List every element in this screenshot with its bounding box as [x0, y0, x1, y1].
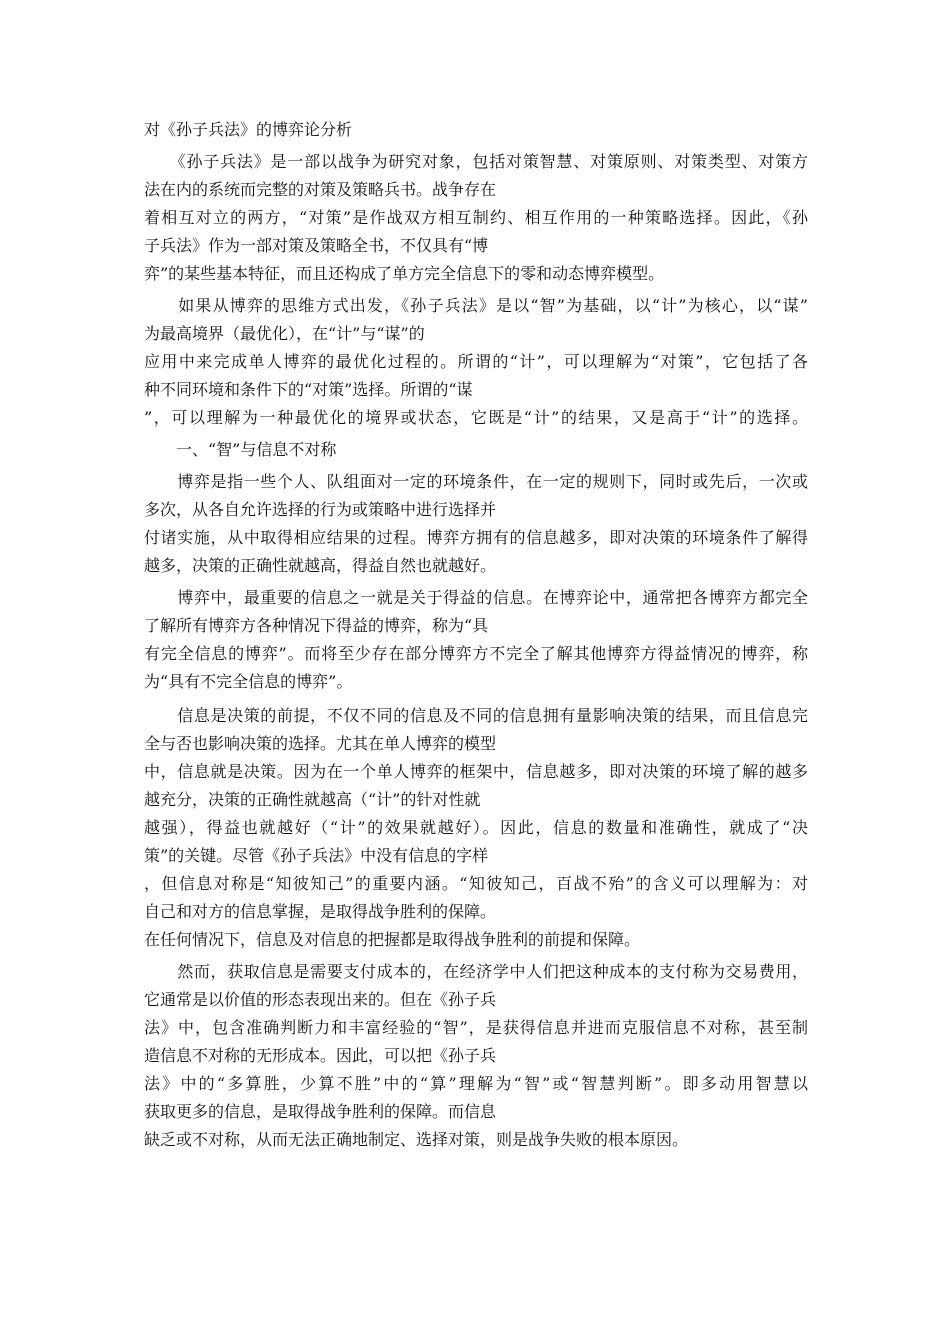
body-line: ”，可以理解为一种最优化的境界或状态，它既是“计”的结果，又是高于“计”的选择。 [144, 408, 808, 427]
body-line: 了解所有博弈方各种情况下得益的博弈，称为“具 [144, 616, 489, 635]
body-line: 法》中的“多算胜，少算不胜”中的“算”理解为“智”或“智慧判断”。即多动用智慧以 [144, 1074, 808, 1093]
body-line: 博弈中，最重要的信息之一就是关于得益的信息。在博弈论中，通常把各博弈方都完全 [144, 588, 808, 607]
body-line: 越多，决策的正确性就越高，得益自然也就越好。 [144, 556, 497, 575]
body-line: 它通常是以价值的形态表现出来的。但在《孙子兵 [144, 990, 497, 1009]
body-line: 博弈是指一些个人、队组面对一定的环境条件，在一定的规则下，同时或先后，一次或 [144, 472, 808, 491]
body-line: 着相互对立的两方，“对策”是作战双方相互制约、相互作用的一种策略选择。因此，《孙 [144, 208, 808, 227]
body-line: 中，信息就是决策。因为在一个单人博弈的框架中，信息越多，即对决策的环境了解的越多 [144, 762, 808, 781]
body-line: 多次，从各自允许选择的行为或策略中进行选择并 [144, 500, 497, 519]
body-line: 全与否也影响决策的选择。尤其在单人博弈的模型 [144, 734, 497, 753]
body-line: 《孙子兵法》是一部以战争为研究对象，包括对策智慧、对策原则、对策类型、对策方 [144, 152, 808, 171]
body-line: 然而，获取信息是需要支付成本的，在经济学中人们把这种成本的支付称为交易费用， [144, 962, 808, 981]
body-line: 种不同环境和条件下的“对策”选择。所谓的“谋 [144, 380, 473, 399]
body-line: 获取更多的信息，是取得战争胜利的保障。而信息 [144, 1102, 497, 1121]
document-title: 对《孙子兵法》的博弈论分析 [144, 120, 353, 139]
body-line: 策”的关键。尽管《孙子兵法》中没有信息的字样 [144, 846, 489, 865]
body-line: 应用中来完成单人博弈的最优化过程的。所谓的“计”，可以理解为“对策”，它包括了各 [144, 352, 808, 371]
body-line: 在任何情况下，信息及对信息的把握都是取得战争胜利的前提和保障。 [144, 930, 641, 949]
body-line: 付诸实施，从中取得相应结果的过程。博弈方拥有的信息越多，即对决策的环境条件了解得 [144, 528, 808, 547]
body-line: 信息是决策的前提，不仅不同的信息及不同的信息拥有量影响决策的结果，而且信息完 [144, 706, 808, 725]
body-line: ，但信息对称是“知彼知己”的重要内涵。“知彼知己，百战不殆”的含义可以理解为：对 [144, 874, 808, 893]
body-line: 如果从博弈的思维方式出发，《孙子兵法》是以“智”为基础，以“计”为核心，以“谋” [144, 296, 808, 315]
body-line: 子兵法》作为一部对策及策略全书，不仅具有“博 [144, 236, 489, 255]
body-line: 越强），得益也就越好（“计”的效果就越好）。因此，信息的数量和准确性，就成了“决 [144, 818, 808, 837]
body-line: 越充分，决策的正确性就越高（“计”的针对性就 [144, 790, 481, 809]
body-line: 弈”的某些基本特征，而且还构成了单方完全信息下的零和动态博弈模型。 [144, 264, 665, 283]
body-line: 一、“智”与信息不对称 [144, 440, 337, 459]
body-line: 为最高境界（最优化），在“计”与“谋”的 [144, 324, 425, 343]
body-line: 有完全信息的博弈”。而将至少存在部分博弈方不完全了解其他博弈方得益情况的博弈，称 [144, 644, 808, 663]
body-line: 造信息不对称的无形成本。因此，可以把《孙子兵 [144, 1046, 497, 1065]
body-line: 法》中，包含准确判断力和丰富经验的“智”，是获得信息并进而克服信息不对称，甚至制 [144, 1018, 808, 1037]
body-line: 法在内的系统而完整的对策及策略兵书。战争存在 [144, 180, 497, 199]
body-line: 自己和对方的信息掌握，是取得战争胜利的保障。 [144, 902, 497, 921]
body-line: 为“具有不完全信息的博弈”。 [144, 672, 353, 691]
body-line: 缺乏或不对称，从而无法正确地制定、选择对策，则是战争失败的根本原因。 [144, 1130, 689, 1149]
